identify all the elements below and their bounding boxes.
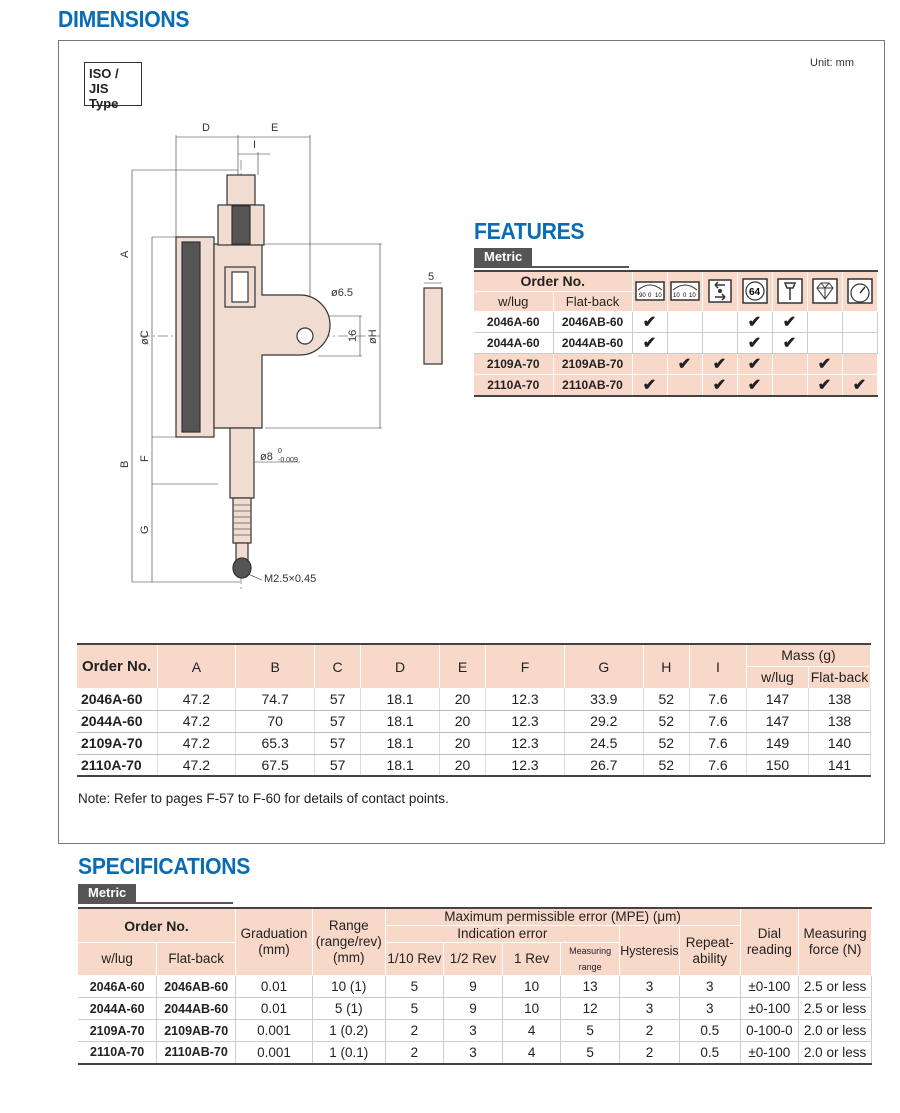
check-mark: ✔ — [772, 332, 807, 353]
cell: 2.5 or less — [799, 998, 872, 1020]
spec-header-repeat: Repeat-ability — [679, 926, 740, 976]
order-no: 2046A-60 — [77, 688, 157, 710]
dim-header-F: F — [486, 644, 565, 688]
cell: 47.2 — [157, 710, 236, 732]
type-label-line2: Type — [89, 96, 119, 111]
cell: 5 — [561, 1020, 620, 1042]
check-mark — [667, 311, 702, 332]
order-no: 2046A-60 — [78, 976, 157, 998]
cell: 7.6 — [689, 754, 746, 776]
cell: 0.001 — [236, 1020, 313, 1042]
balanced-zero-label: 0 — [647, 293, 651, 300]
cell: 5 — [385, 976, 444, 998]
check-mark — [667, 374, 702, 396]
cell: 9 — [444, 976, 503, 998]
label-I: I — [253, 139, 257, 151]
check-mark — [632, 353, 667, 374]
cell: 57 — [315, 732, 361, 754]
cell: 57 — [315, 754, 361, 776]
dim-header-H: H — [643, 644, 689, 688]
table-row — [77, 710, 871, 732]
table-row — [77, 688, 871, 710]
features-title: FEATURES — [474, 218, 585, 244]
features-icon-cell — [807, 271, 842, 311]
check-mark — [667, 332, 702, 353]
features-badge-line — [474, 266, 629, 268]
check-mark — [842, 311, 877, 332]
order-no: 2110A-70 — [474, 374, 553, 396]
label-C: øC — [139, 330, 151, 345]
dim-header-mass-lug: w/lug — [747, 666, 809, 688]
label-stem: ø8 — [260, 451, 273, 463]
cell: 3 — [619, 976, 679, 998]
cell: 150 — [747, 754, 809, 776]
cell: 0.01 — [236, 998, 313, 1020]
features-icon-cell — [842, 271, 877, 311]
cell: 2.0 or less — [799, 1020, 872, 1042]
label-E: E — [271, 122, 279, 134]
cell: 12.3 — [486, 754, 565, 776]
table-row — [474, 332, 877, 353]
balanced-dial-icon — [635, 276, 665, 306]
check-mark: ✔ — [737, 311, 772, 332]
type-label-line1: ISO / JIS — [89, 66, 119, 96]
check-mark — [702, 311, 737, 332]
revolution-counter-icon — [845, 276, 875, 306]
continuous-zero-label: 0 — [682, 293, 686, 300]
order-no: 2110A-70 — [78, 1042, 157, 1064]
cell: 147 — [747, 710, 809, 732]
check-mark: ✔ — [702, 353, 737, 374]
check-mark — [772, 353, 807, 374]
label-lug-height: 16 — [347, 329, 359, 342]
features-sub-header-lug: w/lug — [474, 291, 553, 311]
cell: 24.5 — [564, 732, 643, 754]
cell: 2.0 or less — [799, 1042, 872, 1064]
cell: 2.5 or less — [799, 976, 872, 998]
cell: 0.01 — [236, 976, 313, 998]
check-mark: ✔ — [807, 353, 842, 374]
cell: ±0-100 — [740, 998, 799, 1020]
check-mark: ✔ — [702, 374, 737, 396]
label-lug-width: 5 — [428, 271, 435, 283]
cell: 12.3 — [486, 710, 565, 732]
cell: 18.1 — [361, 710, 440, 732]
table-row — [78, 1042, 872, 1064]
check-mark: ✔ — [667, 353, 702, 374]
order-no: 2110AB-70 — [157, 1042, 236, 1064]
cell: 29.2 — [564, 710, 643, 732]
dim-header-D: D — [361, 644, 440, 688]
cell: 2 — [619, 1020, 679, 1042]
spec-header-measuring: Measuring range — [561, 943, 620, 976]
table-row — [474, 311, 877, 332]
dimensions-note: Note: Refer to pages F-57 to F-60 for details of contact points. — [78, 791, 449, 806]
check-mark — [807, 311, 842, 332]
cell: 10 — [502, 998, 561, 1020]
cell: 18.1 — [361, 754, 440, 776]
order-no: 2044A-60 — [474, 332, 553, 353]
spec-header-force: Measuring force (N) — [799, 908, 872, 976]
cell: 18.1 — [361, 688, 440, 710]
dim-header-mass: Mass (g) — [747, 644, 871, 666]
order-no: 2110A-70 — [77, 754, 157, 776]
label-thread: M2.5×0.45 — [264, 573, 317, 585]
cell: 47.2 — [157, 754, 236, 776]
cell: 47.2 — [157, 732, 236, 754]
dim-header-G: G — [564, 644, 643, 688]
check-mark — [842, 332, 877, 353]
label-B: B — [119, 460, 131, 468]
features-icon-cell — [667, 271, 702, 311]
order-no: 2109A-70 — [78, 1020, 157, 1042]
cell: 3 — [679, 976, 740, 998]
dimensions-title: DIMENSIONS — [58, 6, 190, 32]
cell: 7.6 — [689, 710, 746, 732]
check-mark: ✔ — [632, 332, 667, 353]
features-order-header: Order No. — [474, 271, 632, 291]
cell: 57 — [315, 688, 361, 710]
check-mark: ✔ — [772, 311, 807, 332]
cell: 9 — [444, 998, 503, 1020]
order-no: 2046A-60 — [474, 311, 553, 332]
continuous-left-label: 10 — [672, 293, 680, 300]
table-row — [474, 374, 877, 396]
cell: 74.7 — [236, 688, 315, 710]
cell: 3 — [679, 998, 740, 1020]
cell: 3 — [619, 998, 679, 1020]
order-no: 2044AB-60 — [157, 998, 236, 1020]
cell: ±0-100 — [740, 1042, 799, 1064]
check-mark — [807, 332, 842, 353]
cell: 1 (0.2) — [312, 1020, 385, 1042]
reverse-reading-icon — [705, 276, 735, 306]
cell: 149 — [747, 732, 809, 754]
cell: 141 — [809, 754, 871, 776]
dim-header-order: Order No. — [77, 644, 157, 688]
order-no: 2109A-70 — [77, 732, 157, 754]
spec-header-one: 1 Rev — [502, 943, 561, 976]
specifications-table — [78, 907, 872, 1065]
cell: 3 — [444, 1020, 503, 1042]
cell: 52 — [643, 710, 689, 732]
cell: 0.5 — [679, 1042, 740, 1064]
check-mark — [772, 374, 807, 396]
check-mark: ✔ — [737, 374, 772, 396]
cell: 57 — [315, 710, 361, 732]
features-icon-cell — [702, 271, 737, 311]
spec-header-half: 1/2 Rev — [444, 943, 503, 976]
balanced-right-label: 10 — [654, 293, 662, 300]
spec-header-mpe: Maximum permissible error (MPE) (μm) — [385, 908, 740, 926]
cell: 147 — [747, 688, 809, 710]
specifications-badge: Metric — [78, 884, 136, 902]
table-row — [78, 998, 872, 1020]
dim-header-B: B — [236, 644, 315, 688]
spec-header-range: Range (range/rev) (mm) — [312, 908, 385, 976]
features-badge: Metric — [474, 248, 532, 266]
cell: 20 — [439, 688, 485, 710]
cell: 2 — [385, 1020, 444, 1042]
jewel-label: 64 — [748, 287, 760, 299]
cell: 138 — [809, 710, 871, 732]
cell: 0.001 — [236, 1042, 313, 1064]
label-F: F — [139, 455, 151, 462]
features-sub-header-flat: Flat-back — [553, 291, 632, 311]
order-no: 2044A-60 — [77, 710, 157, 732]
diamond-icon — [810, 276, 840, 306]
cell: 26.7 — [564, 754, 643, 776]
label-D: D — [202, 122, 210, 134]
spec-header-lug: w/lug — [78, 943, 157, 976]
spec-header-indication: Indication error — [385, 926, 619, 943]
order-no: 2109A-70 — [474, 353, 553, 374]
dim-header-I: I — [689, 644, 746, 688]
cell: 0.5 — [679, 1020, 740, 1042]
table-row — [78, 976, 872, 998]
label-G: G — [139, 525, 151, 534]
check-mark: ✔ — [842, 374, 877, 396]
dial-indicator-drawing — [110, 110, 470, 600]
cell: 5 — [561, 1042, 620, 1064]
cell: 12 — [561, 998, 620, 1020]
check-mark: ✔ — [737, 332, 772, 353]
jewel-bearing-icon — [740, 276, 770, 306]
tolerance-hand-icon — [775, 276, 805, 306]
cell: 65.3 — [236, 732, 315, 754]
cell: 12.3 — [486, 732, 565, 754]
cell: 13 — [561, 976, 620, 998]
table-row — [77, 754, 871, 776]
cell: 52 — [643, 754, 689, 776]
cell: 20 — [439, 754, 485, 776]
table-row — [77, 732, 871, 754]
features-icon-cell — [772, 271, 807, 311]
cell: 138 — [809, 688, 871, 710]
check-mark: ✔ — [632, 311, 667, 332]
label-stem-tol-upper: 0 — [278, 448, 282, 455]
cell: 70 — [236, 710, 315, 732]
cell: 140 — [809, 732, 871, 754]
cell: 18.1 — [361, 732, 440, 754]
cell: 0-100-0 — [740, 1020, 799, 1042]
continuous-dial-icon — [670, 276, 700, 306]
cell: 2 — [385, 1042, 444, 1064]
order-no: 2110AB-70 — [553, 374, 632, 396]
spec-header-flat: Flat-back — [157, 943, 236, 976]
label-H: øH — [367, 329, 379, 344]
label-hole: ø6.5 — [331, 287, 354, 299]
cell: 20 — [439, 710, 485, 732]
cell: 33.9 — [564, 688, 643, 710]
order-no: 2046AB-60 — [157, 976, 236, 998]
cell: 4 — [502, 1020, 561, 1042]
cell: 7.6 — [689, 732, 746, 754]
cell: 52 — [643, 732, 689, 754]
dimensions-table — [77, 643, 871, 777]
label-stem-tol-lower: -0.009 — [278, 457, 298, 464]
dim-header-mass-flat: Flat-back — [809, 666, 871, 688]
spec-header-dial: Dial reading — [740, 908, 799, 976]
cell: 1 (0.1) — [312, 1042, 385, 1064]
features-icon-cell — [737, 271, 772, 311]
check-mark: ✔ — [737, 353, 772, 374]
check-mark — [842, 353, 877, 374]
spec-header-graduation: Graduation (mm) — [236, 908, 313, 976]
cell: 47.2 — [157, 688, 236, 710]
spec-header-hysteresis: Hysteresis — [619, 926, 679, 976]
features-icon-cell — [632, 271, 667, 311]
order-no: 2044AB-60 — [553, 332, 632, 353]
spec-header-order: Order No. — [78, 908, 236, 943]
cell: 4 — [502, 1042, 561, 1064]
spec-header-tenth: 1/10 Rev — [385, 943, 444, 976]
balanced-left-label: 90 — [638, 293, 646, 300]
dim-header-C: C — [315, 644, 361, 688]
cell: 52 — [643, 688, 689, 710]
order-no: 2109AB-70 — [157, 1020, 236, 1042]
dim-header-A: A — [157, 644, 236, 688]
continuous-right-label: 10 — [688, 293, 696, 300]
order-no: 2109AB-70 — [553, 353, 632, 374]
cell: 3 — [444, 1042, 503, 1064]
type-label — [84, 62, 142, 111]
check-mark: ✔ — [632, 374, 667, 396]
features-table — [474, 270, 878, 397]
cell: 12.3 — [486, 688, 565, 710]
check-mark — [702, 332, 737, 353]
specifications-badge-line — [78, 902, 233, 904]
check-mark: ✔ — [807, 374, 842, 396]
cell: 10 — [502, 976, 561, 998]
table-row — [474, 353, 877, 374]
cell: 10 (1) — [312, 976, 385, 998]
cell: 20 — [439, 732, 485, 754]
specifications-title: SPECIFICATIONS — [78, 853, 251, 879]
cell: 2 — [619, 1042, 679, 1064]
label-A: A — [119, 250, 131, 258]
cell: 67.5 — [236, 754, 315, 776]
cell: 7.6 — [689, 688, 746, 710]
dim-header-E: E — [439, 644, 485, 688]
order-no: 2046AB-60 — [553, 311, 632, 332]
unit-label: Unit: mm — [810, 57, 854, 69]
cell: ±0-100 — [740, 976, 799, 998]
order-no: 2044A-60 — [78, 998, 157, 1020]
cell: 5 — [385, 998, 444, 1020]
cell: 5 (1) — [312, 998, 385, 1020]
table-row — [78, 1020, 872, 1042]
